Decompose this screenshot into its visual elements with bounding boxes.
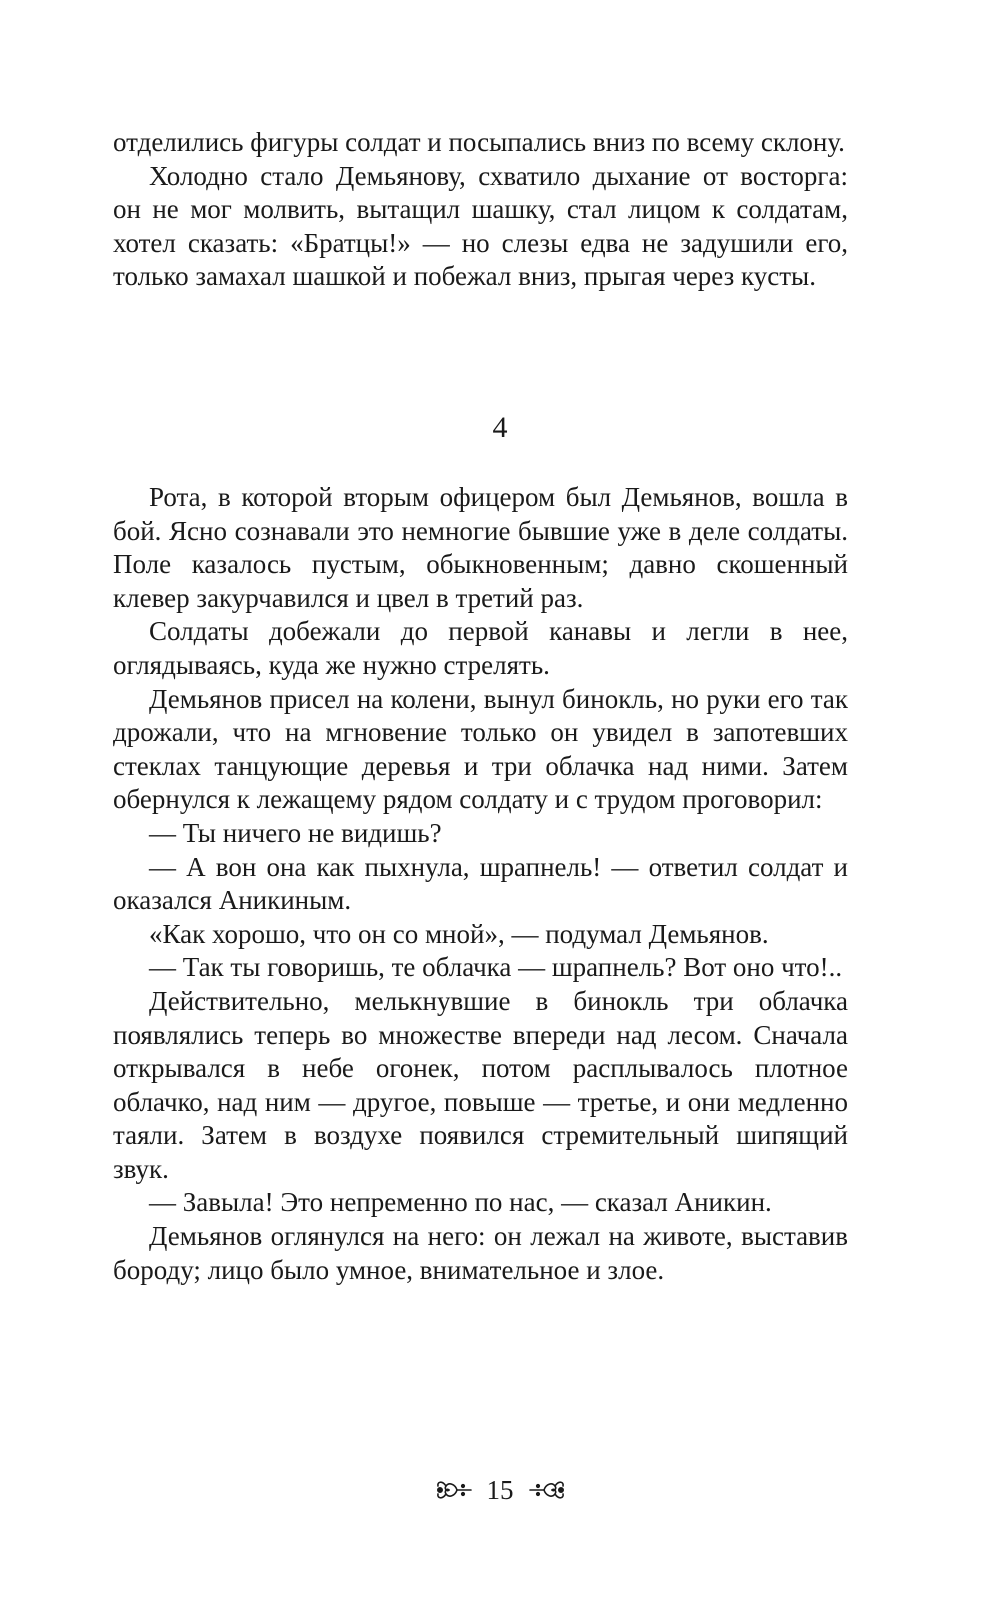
dialogue-line: «Как хорошо, что он со мной», — подумал Демьянов.	[149, 918, 769, 949]
paragraph: Холодно стало Демьянову, схватило дыхание от восторга: он не мог молвить, вытащил шашку, стал лицом к солдатам, хотел сказать: «Братцы!» — но слезы едва не задушили его, только замахал шашкой и побежал вниз, прыгая через кусты.	[113, 160, 848, 292]
paragraph: Солдаты добежали до первой канавы и легли в нее, оглядываясь, куда же нужно стрелять.	[113, 616, 848, 680]
text-block-main	[113, 481, 848, 1287]
paragraph: отделились фигуры солдат и посыпались вниз по всему склону.	[113, 127, 845, 157]
floral-ornament-right-icon	[528, 1476, 568, 1504]
chapter-number: 4	[492, 411, 508, 444]
text-block-top	[113, 126, 848, 294]
dialogue-line: — Так ты говоришь, те облачка — шрапнель? Вот оно что!..	[149, 952, 843, 983]
dialogue-line: — Завыла! Это непременно по нас, — сказал Аникин.	[149, 1187, 772, 1218]
paragraph: Действительно, мелькнувшие в бинокль три облачка появлялись теперь во множестве впереди над лесом. Сначала открывался в небе огонек, потом расплывалось плотное облачко, над ним — другое, повыше — третье, и они медленно таяли. Затем в воздухе появился стремительный шипящий звук.	[113, 985, 848, 1184]
dialogue-line: — Ты ничего не видишь?	[149, 817, 442, 848]
floral-ornament-left-icon	[433, 1476, 473, 1504]
paragraph: Рота, в которой вторым офицером был Демьянов, вошла в бой. Ясно сознавали это немногие бывшие уже в деле солдаты. Поле казалось пустым, обыкновенным; давно скошенный клевер закурчавился и цвел в третий раз.	[113, 482, 848, 613]
paragraph: Демьянов оглянулся на него: он лежал на животе, выставив бороду; лицо было умное, внимательное и злое.	[113, 1221, 848, 1285]
paragraph: Демьянов присел на колени, вынул бинокль, но руки его так дрожали, что на мгновение только он увидел в запотевших стеклах танцующие деревья и три облачка над ними. Затем обернулся к лежащему рядом солдату и с трудом проговорил:	[113, 683, 848, 815]
page-footer	[0, 1470, 1000, 1510]
dialogue-line: — А вон она как пыхнула, шрапнель! — ответил солдат и оказался Аникиным.	[113, 851, 848, 916]
page-number: 15	[486, 1475, 514, 1505]
